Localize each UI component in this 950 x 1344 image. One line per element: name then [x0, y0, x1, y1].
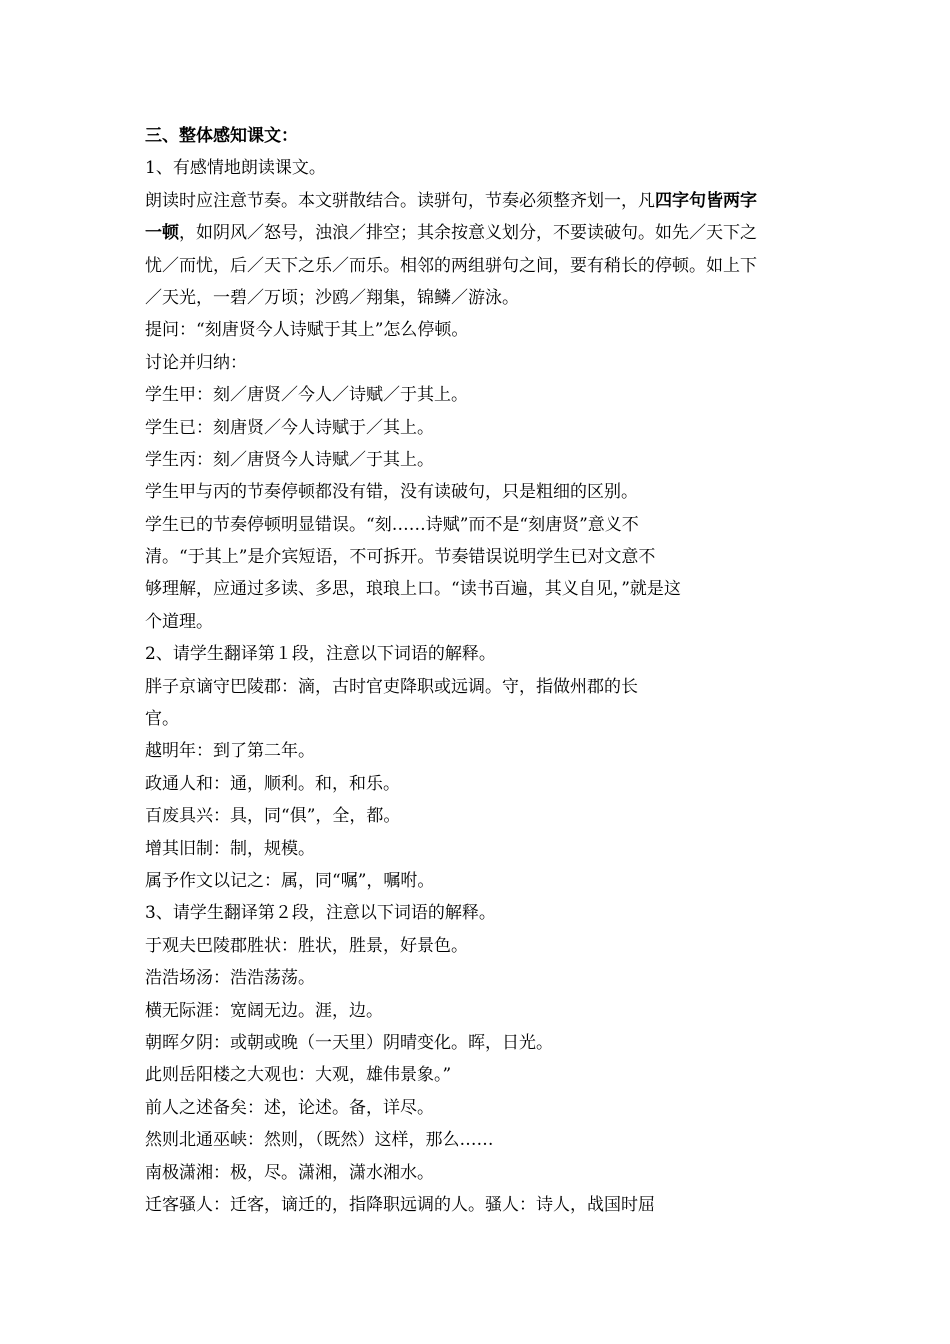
text-segment: ，如阴风／怒号，浊浪／排空；其余按意义划分，不要读破句。如先／天下之: [179, 223, 757, 244]
text-line: 讨论并归纳：: [145, 352, 247, 373]
text-line: 学生已的节奏停顿明显错误。“刻……诗赋”而不是“刻唐贤”意义不: [145, 514, 639, 535]
text-line: 越明年：到了第二年。: [145, 741, 315, 762]
section-heading: 三、整体感知课文：: [145, 126, 298, 146]
text-line: 忧／而忧，后／天下之乐／而乐。相邻的两组骈句之间，要有稍长的停顿。如上下: [145, 255, 757, 276]
text-line: 官。: [145, 709, 179, 730]
text-line: 学生丙：刻／唐贤今人诗赋／于其上。: [145, 449, 434, 470]
text-line: 1、有感情地朗读课文。: [145, 158, 326, 179]
text-line: 学生甲：刻／唐贤／今人／诗赋／于其上。: [145, 385, 468, 406]
text-line: 南极潇湘：极，尽。潇湘，潇水湘水。: [145, 1162, 434, 1183]
text-segment: 朗读时应注意节奏。本文骈散结合。读骈句，节奏必须整齐划一，凡: [145, 190, 655, 211]
text-line: 够理解，应通过多读、多思，琅琅上口。“读书百遍，其义自见，”就是这: [145, 579, 681, 600]
text-line: 3、请学生翻译第２段，注意以下词语的解释。: [145, 903, 496, 924]
text-line: 迁客骚人：迁客，谪迁的，指降职远调的人。骚人：诗人，战国时屈: [145, 1194, 655, 1215]
text-line: 政通人和：通，顺利。和，和乐。: [145, 773, 400, 794]
text-line: 于观夫巴陵郡胜状：胜状，胜景，好景色。: [145, 935, 468, 956]
text-line: 学生甲与丙的节奏停顿都没有错，没有读破句，只是粗细的区别。: [145, 482, 638, 503]
text-line: [145, 185, 810, 217]
bold-text: 一顿: [145, 223, 179, 244]
text-line: 清。“于其上”是介宾短语，不可拆开。节奏错误说明学生已对文意不: [145, 547, 656, 568]
text-line: 属予作文以记之：属，同“嘱”，嘱咐。: [145, 870, 435, 891]
text-line: 个道理。: [145, 611, 213, 632]
text-line: 横无际涯：宽阔无边。涯，边。: [145, 1000, 383, 1021]
text-line: 朝晖夕阴：或朝或晚（一天里）阴晴变化。晖，日光。: [145, 1032, 553, 1053]
text-line: ／天光，一碧／万顷；沙鸥／翔集，锦鳞／游泳。: [145, 287, 519, 308]
text-line: 然则北通巫峡：然则，（既然）这样，那么……: [145, 1130, 494, 1151]
document-body: [145, 120, 810, 1221]
text-line: 浩浩场汤：浩浩荡荡。: [145, 968, 315, 989]
text-line: 2、请学生翻译第１段，注意以下词语的解释。: [145, 644, 496, 665]
text-line: 学生已：刻唐贤／今人诗赋于／其上。: [145, 417, 434, 438]
text-line: 百废具兴：具，同“俱”，全，都。: [145, 806, 401, 827]
text-line: 胖子京谪守巴陵郡：滴，古时官吏降职或远调。守，指做州郡的长: [145, 676, 638, 697]
text-line: 前人之述备矣：述，论述。备，详尽。: [145, 1097, 434, 1118]
text-line: 增其旧制：制，规模。: [145, 838, 315, 859]
text-line: 提问：“刻唐贤今人诗赋于其上”怎么停顿。: [145, 320, 469, 341]
text-line: 此则岳阳楼之大观也：大观，雄伟景象。”: [145, 1065, 452, 1086]
text-line: [145, 217, 810, 249]
bold-text: 四字句皆两字: [655, 190, 757, 211]
